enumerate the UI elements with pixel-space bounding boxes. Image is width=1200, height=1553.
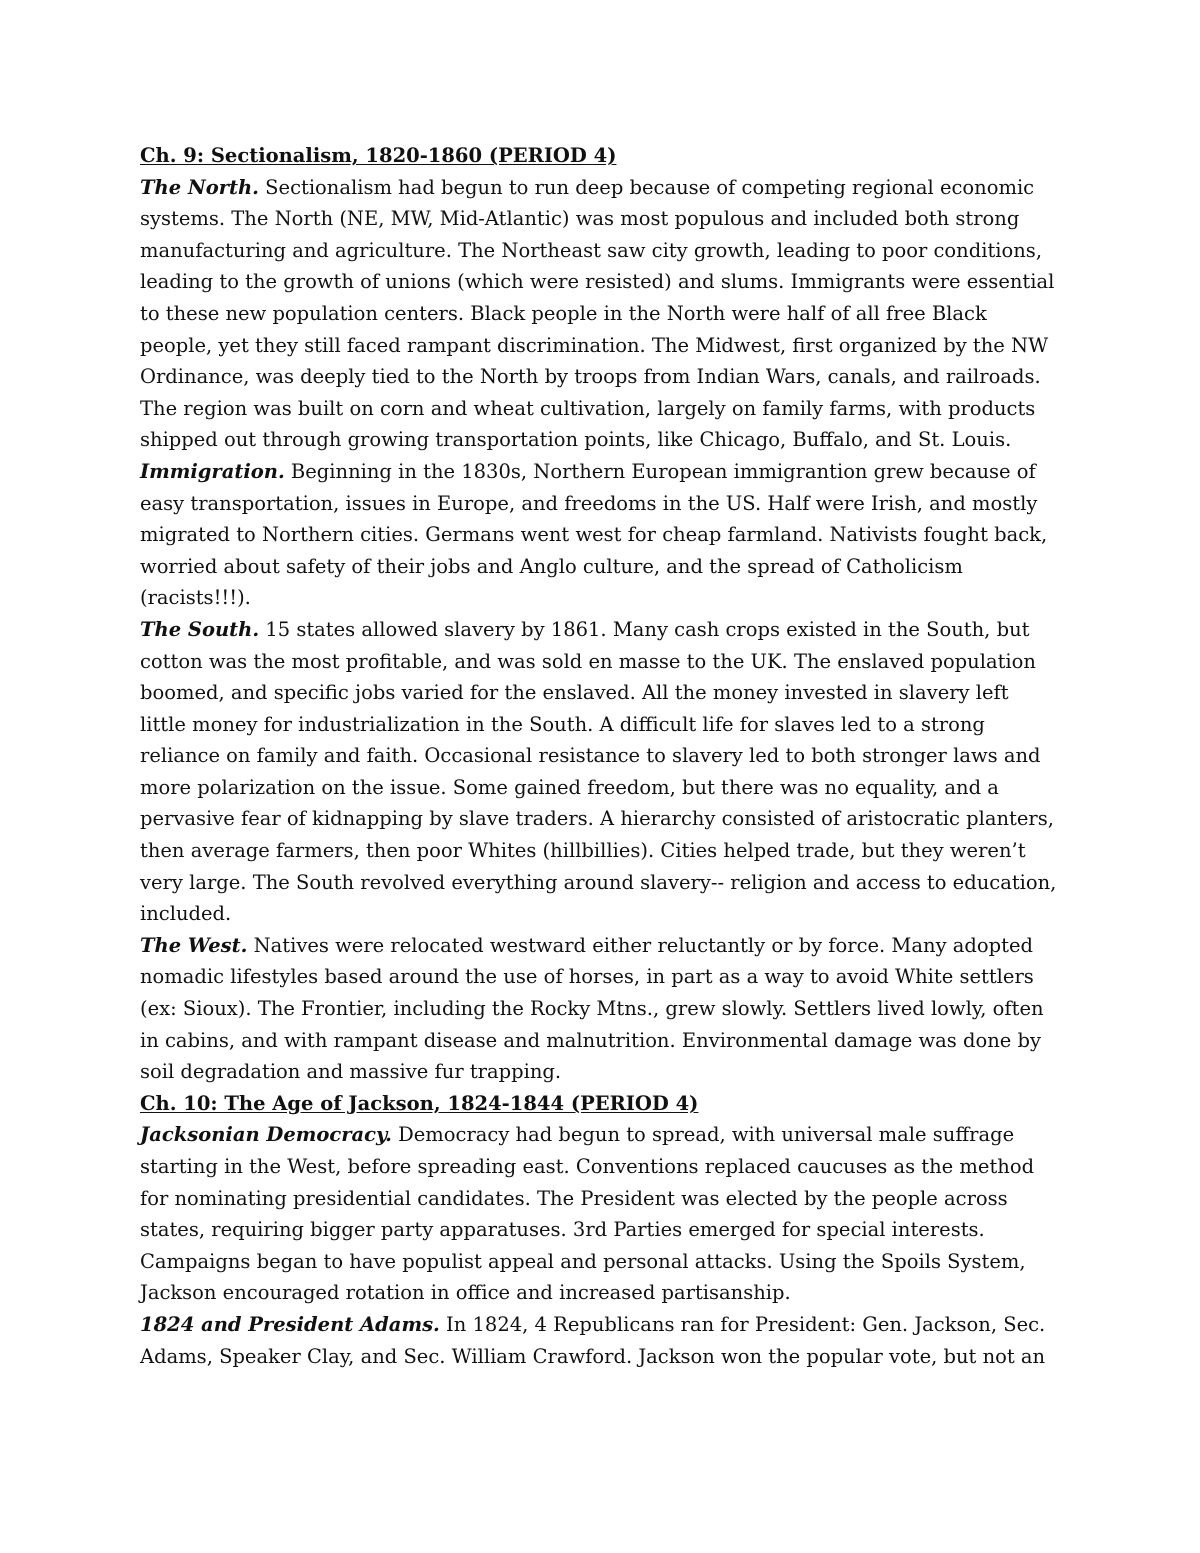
paragraph-immigration <box>140 456 1060 614</box>
section-text-the-west: Natives were relocated westward either reluctantly or by force. Many adopted nomadic lifestyles based around the use of horses, in part as a way to avoid White settlers (ex: Sioux). The Frontier, including the Rocky Mtns., grew slowly. Settlers lived lowly, often in cabins, and with rampant disease and malnutrition. Environmental damage was done by soil degradation and massive fur trapping. <box>140 933 1044 1084</box>
section-label-immigration: Immigration. <box>140 459 285 483</box>
paragraph-the-west <box>140 930 1060 1088</box>
section-text-jacksonian-democracy: Democracy had begun to spread, with universal male suffrage starting in the West, before spreading east. Conventions replaced caucuses as the method for nominating presidential candidates. The President was elected by the people across states, requiring bigger party apparatuses. 3rd Parties emerged for special interests. Campaigns began to have populist appeal and personal attacks. Using the Spoils System, Jackson encouraged rotation in office and increased partisanship. <box>140 1123 1035 1305</box>
chapter-9-heading: Ch. 9: Sectionalism, 1820-1860 (PERIOD 4) <box>140 144 617 167</box>
section-label-1824-president-adams: 1824 and President Adams. <box>140 1312 440 1336</box>
paragraph-the-south <box>140 614 1060 930</box>
paragraph-jacksonian-democracy <box>140 1119 1060 1309</box>
chapter-10-heading: Ch. 10: The Age of Jackson, 1824-1844 (PERIOD 4) <box>140 1091 699 1115</box>
document-body <box>140 140 1060 1372</box>
section-label-the-south: The South. <box>140 617 260 641</box>
section-label-jacksonian-democracy: Jacksonian Democracy. <box>140 1123 392 1147</box>
section-label-the-north: The North. <box>140 175 259 199</box>
section-text-the-south: 15 states allowed slavery by 1861. Many cash crops existed in the South, but cotton was the most profitable, and was sold en masse to the UK. The enslaved population boomed, and specific jobs varied for the enslaved. All the money invested in slavery left little money for industrialization in the South. A difficult life for slaves led to a strong reliance on family and faith. Occasional resistance to slavery led to both stronger laws and more polarization on the issue. Some gained freedom, but there was no equality, and a pervasive fear of kidnapping by slave traders. A hierarchy consisted of aristocratic planters, then average farmers, then poor Whites (hillbillies). Cities helped trade, but they weren’t very large. The South revolved everything around slavery-- religion and access to education, included. <box>140 617 1057 926</box>
section-text-1824-president-adams: In 1824, 4 Republicans ran for President: Gen. Jackson, Sec. Adams, Speaker Clay, and Sec. William Crawford. Jackson won the popular vote, but not an <box>140 1312 1046 1368</box>
section-label-the-west: The West. <box>140 933 248 957</box>
paragraph-the-north <box>140 172 1060 456</box>
section-text-immigration: Beginning in the 1830s, Northern European immigrantion grew because of easy transportation, issues in Europe, and freedoms in the US. Half were Irish, and mostly migrated to Northern cities. Germans went west for cheap farmland. Nativists fought back, worried about safety of their jobs and Anglo culture, and the spread of Catholicism (racists!!!). <box>140 459 1048 610</box>
section-text-the-north: Sectionalism had begun to run deep because of competing regional economic systems. The North (NE, MW, Mid-Atlantic) was most populous and included both strong manufacturing and agriculture. The Northeast saw city growth, leading to poor conditions, leading to the growth of unions (which were resisted) and slums. Immigrants were essential to these new population centers. Black people in the North were half of all free Black people, yet they still faced rampant discrimination. The Midwest, first organized by the NW Ordinance, was deeply tied to the North by troops from Indian Wars, canals, and railroads. The region was built on corn and wheat cultivation, largely on family farms, with products shipped out through growing transportation points, like Chicago, Buffalo, and St. Louis. <box>140 175 1055 452</box>
paragraph-1824-president-adams <box>140 1309 1060 1372</box>
